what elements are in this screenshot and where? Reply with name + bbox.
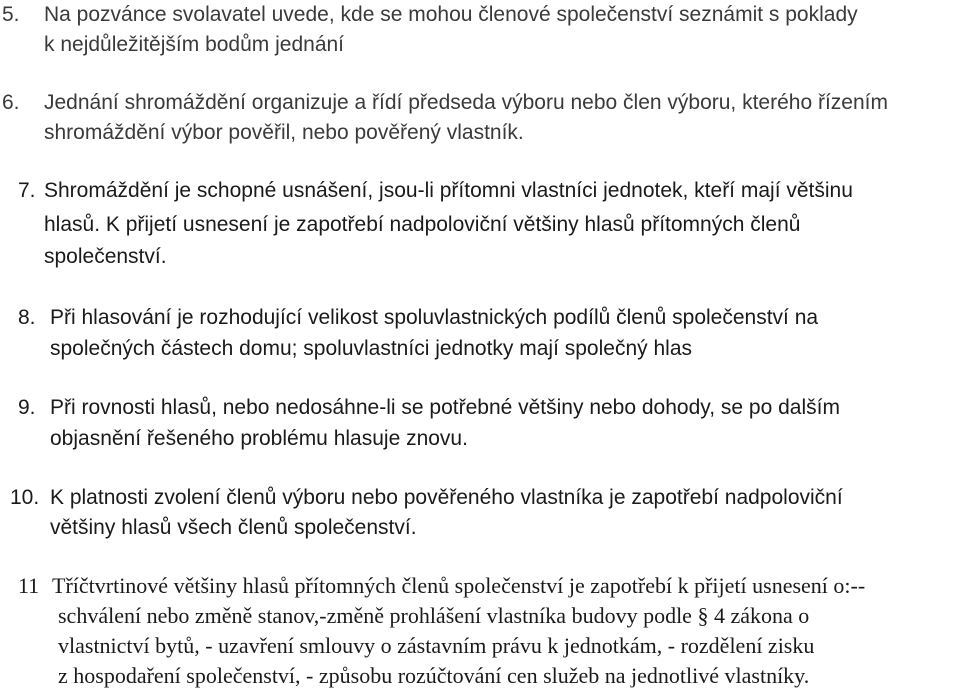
item-number: 10. <box>10 486 40 509</box>
item-text-line: K platnosti zvolení členů výboru nebo pověřeného vlastníka je zapotřebí nadpoloviční <box>50 486 843 509</box>
item-text-line: Jednání shromáždění organizuje a řídí předseda výboru nebo člen výboru, kterého řízením <box>44 91 888 114</box>
item-text-line: z hospodaření společenství, - způsobu rozúčtování cen služeb na jednotlivé vlastníky. <box>58 663 810 688</box>
item-number: 11 <box>18 573 40 598</box>
item-text-line: k nejdůležitějším bodům jednání <box>44 33 345 56</box>
item-text-line: společných částech domu; spoluvlastníci jednotky mají společný hlas <box>50 337 692 360</box>
item-text-line: Na pozvánce svolavatel uvede, kde se mohou členové společenství seznámit s poklady <box>44 3 858 26</box>
item-number: 9. <box>18 396 36 419</box>
item-text-line: hlasů. K přijetí usnesení je zapotřebí nadpoloviční většiny hlasů přítomných členů <box>44 213 801 236</box>
item-text-line: Tříčtvrtinové většiny hlasů přítomných členů společenství je zapotřebí k přijetí usnesení o:-- <box>52 573 866 598</box>
item-number: 5. <box>2 3 20 26</box>
item-text-line: Při rovnosti hlasů, nebo nedosáhne-li se potřebné většiny nebo dohody, se po dalším <box>50 396 840 419</box>
item-text-line: Při hlasování je rozhodující velikost spoluvlastnických podílů členů společenství na <box>50 306 819 329</box>
item-text-line: Shromáždění je schopné usnášení, jsou-li přítomni vlastníci jednotek, kteří mají většinu <box>44 179 853 202</box>
item-number: 8. <box>18 306 36 329</box>
item-text-line: většiny hlasů všech členů společenství. <box>50 516 417 539</box>
item-text-line: shromáždění výbor pověřil, nebo pověřený vlastník. <box>44 121 524 144</box>
item-text-line: schválení nebo změně stanov,-změně prohlášení vlastníka budovy podle § 4 zákona o <box>58 603 810 628</box>
item-text-line: objasnění řešeného problému hlasuje znovu. <box>50 427 468 450</box>
item-text-line: vlastnictví bytů, - uzavření smlouvy o zástavním právu k jednotkám, - rozdělení zisku <box>58 633 815 658</box>
item-text-line: společenství. <box>44 245 167 268</box>
item-number: 7. <box>18 179 36 202</box>
item-number: 6. <box>2 91 20 114</box>
